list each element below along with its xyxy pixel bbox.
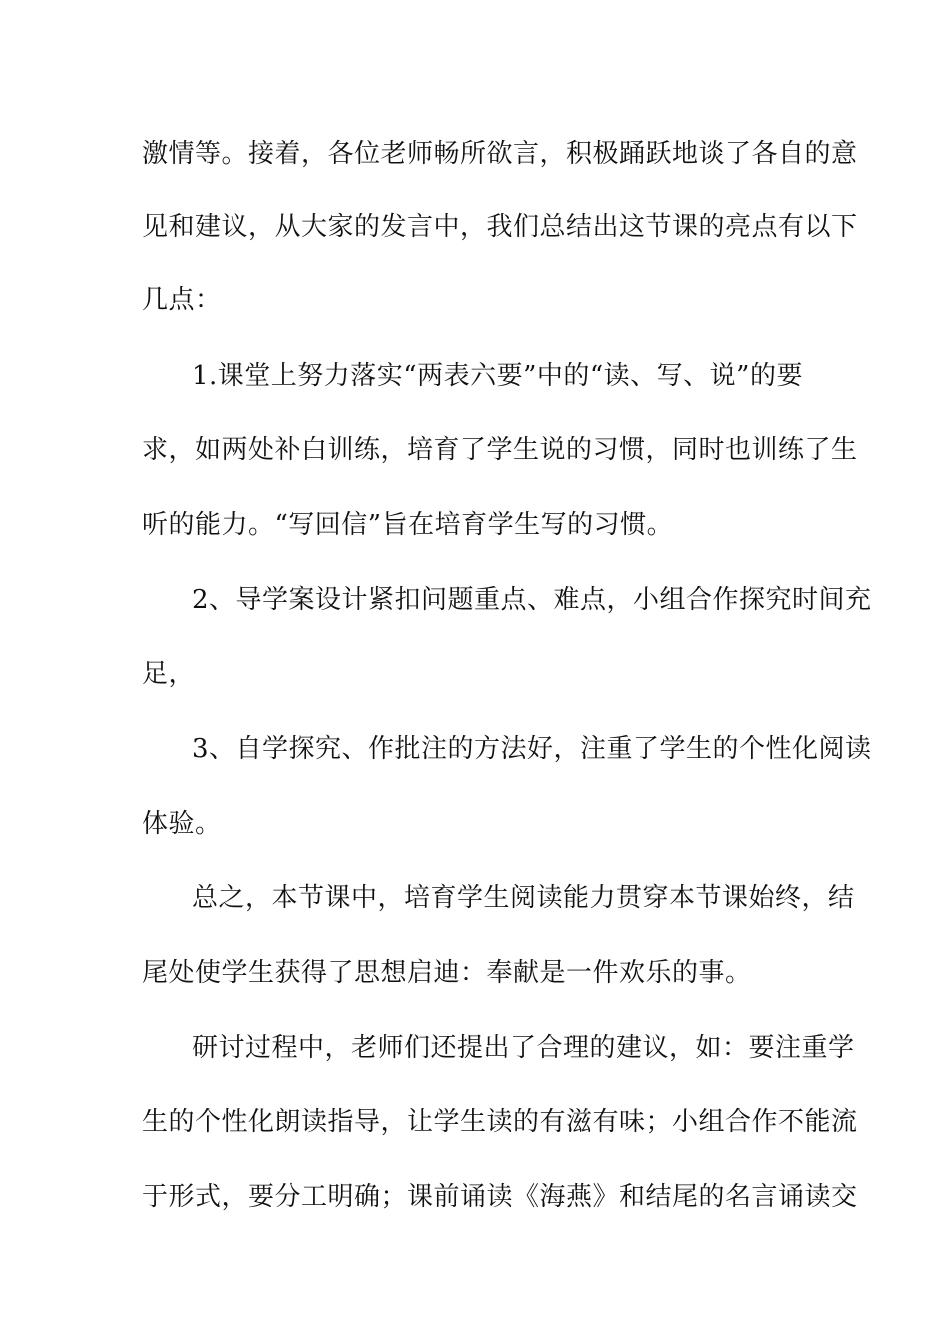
paragraph-summary-line: 总之，本节课中，培育学生阅读能力贯穿本节课始终，结	[192, 883, 855, 913]
text-line: 见和建议，从大家的发言中，我们总结出这节课的亮点有以下	[142, 212, 858, 242]
text-line: 体验。	[142, 809, 222, 839]
text-line: 尾处使学生获得了思想启迪：奉献是一件欢乐的事。	[142, 958, 752, 988]
paragraph-item-1-line: 1.课堂上努力落实“两表六要”中的“读、写、说”的要	[192, 361, 803, 391]
text-line: 几点：	[142, 285, 222, 315]
text-line: 于形式，要分工明确；课前诵读《海燕》和结尾的名言诵读交	[142, 1182, 858, 1212]
text-line: 足，	[142, 659, 196, 689]
text-line: 听的能力。“写回信”旨在培育学生写的习惯。	[142, 510, 674, 540]
text-line: 生的个性化朗读指导，让学生读的有滋有味；小组合作不能流	[142, 1107, 858, 1137]
text-line: 激情等。接着，各位老师畅所欲言，积极踊跃地谈了各自的意	[142, 139, 858, 169]
paragraph-suggestion-line: 研讨过程中，老师们还提出了合理的建议，如：要注重学	[192, 1033, 855, 1063]
paragraph-item-2-line: 2、导学案设计紧扣问题重点、难点，小组合作探究时间充	[192, 585, 872, 615]
text-line: 求，如两处补白训练，培育了学生说的习惯，同时也训练了生	[142, 435, 858, 465]
paragraph-item-3-line: 3、自学探究、作批注的方法好，注重了学生的个性化阅读	[192, 734, 872, 764]
